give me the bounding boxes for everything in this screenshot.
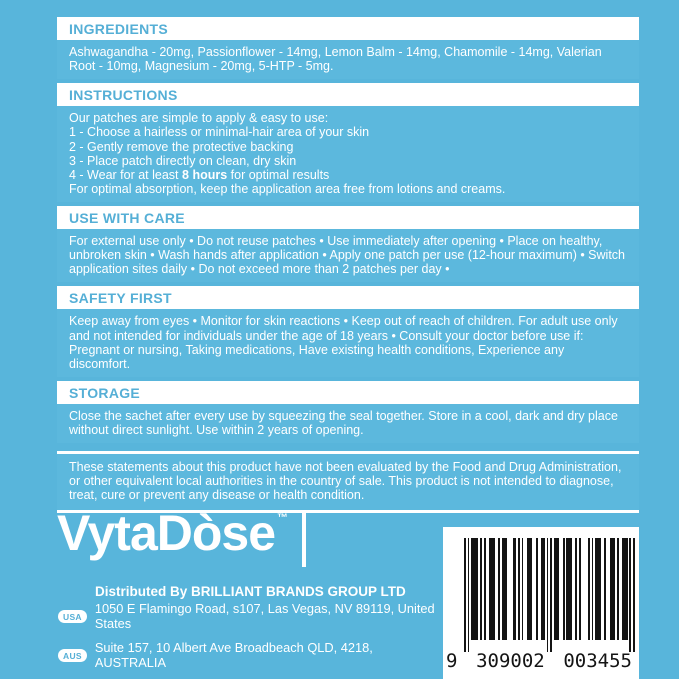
instructions-note: For optimal absorption, keep the application area free from lotions and creams. <box>69 181 506 196</box>
storage-title: STORAGE <box>57 381 639 404</box>
website-text: Vytadose.com <box>58 683 150 698</box>
instructions-title: INSTRUCTIONS <box>57 83 639 106</box>
instruction-step-4 <box>69 168 627 182</box>
contact-divider <box>158 683 160 698</box>
section-storage <box>57 381 639 443</box>
contact-row <box>58 683 443 698</box>
section-safety-first <box>57 286 639 377</box>
instructions-body <box>57 106 639 202</box>
barcode-digits-mid: 309002 <box>476 650 545 672</box>
ingredients-body: Ashwagandha - 20mg, Passionflower - 14mg, Lemon Balm - 14mg, Chamomile - 14mg, Valerian Root - 10mg, Magnesium - 20mg, 5-HTP - 5mg. <box>57 40 639 79</box>
ingredients-title: INGREDIENTS <box>57 17 639 40</box>
section-use-with-care <box>57 206 639 282</box>
use-with-care-title: USE WITH CARE <box>57 206 639 229</box>
address-usa <box>58 601 443 631</box>
brand-divider-bar <box>302 512 306 567</box>
step4-post: for optimal results <box>227 167 330 182</box>
barcode-bars <box>464 538 635 658</box>
aus-address-text: Suite 157, 10 Albert Ave Broadbeach QLD, 4218, AUSTRALIA <box>94 640 373 670</box>
fda-disclaimer: These statements about this product have not been evaluated by the Food and Drug Administration, or other equivalent local authorities in the country of sale. This product is not intended to diagnose, treat, cure or prevent any disease or health condition. <box>57 451 639 512</box>
instruction-step-1: 1 - Choose a hairless or minimal-hair area of your skin <box>69 125 370 140</box>
instruction-step-2: 2 - Gently remove the protective backing <box>69 139 294 154</box>
safety-first-title: SAFETY FIRST <box>57 286 639 309</box>
distributor-name: Distributed By BRILLIANT BRANDS GROUP LTD <box>95 584 406 599</box>
brand-row <box>57 506 306 567</box>
label-sections <box>57 17 639 513</box>
barcode-digits <box>446 650 632 672</box>
section-ingredients <box>57 17 639 79</box>
brand-logo: VytaDòse <box>57 505 276 561</box>
instruction-step-3: 3 - Place patch directly on clean, dry skin <box>69 153 297 168</box>
step4-pre: 4 - Wear for at least <box>69 167 183 182</box>
email-text: hello@vytadose.com <box>168 683 304 698</box>
barcode <box>443 527 639 679</box>
address-aus <box>58 640 443 670</box>
instructions-intro: Our patches are simple to apply & easy to use: <box>69 111 329 126</box>
barcode-digit-left: 9 <box>446 650 458 672</box>
distributor-block <box>58 584 443 698</box>
trademark-symbol: ™ <box>277 512 289 524</box>
usa-badge: USA <box>58 610 87 623</box>
storage-body: Close the sachet after every use by squeezing the seal together. Store in a cool, dark and dry place without direct sunlight. Use within 2 years of opening. <box>57 404 639 443</box>
aus-badge: AUS <box>58 649 87 662</box>
use-with-care-body: For external use only • Do not reuse patches • Use immediately after opening • Place on healthy, unbroken skin • Wash hands after application • Apply one patch per use (12-hour maximum) • Switch application sites daily • Do not exceed more than 2 patches per day • <box>57 229 639 282</box>
safety-first-body: Keep away from eyes • Monitor for skin reactions • Keep out of reach of children. For adult use only and not intended for individuals under the age of 18 years • Consult your doctor before use if: Pregnant or nursing, Taking medications, Have existing health conditions, Experience any discomfort. <box>57 309 639 377</box>
usa-address-text: 1050 E Flamingo Road, s107, Las Vegas, NV 89119, United States <box>94 601 435 631</box>
step4-bold: 8 hours <box>182 167 228 182</box>
barcode-digits-right: 003455 <box>563 650 632 672</box>
section-instructions <box>57 83 639 202</box>
